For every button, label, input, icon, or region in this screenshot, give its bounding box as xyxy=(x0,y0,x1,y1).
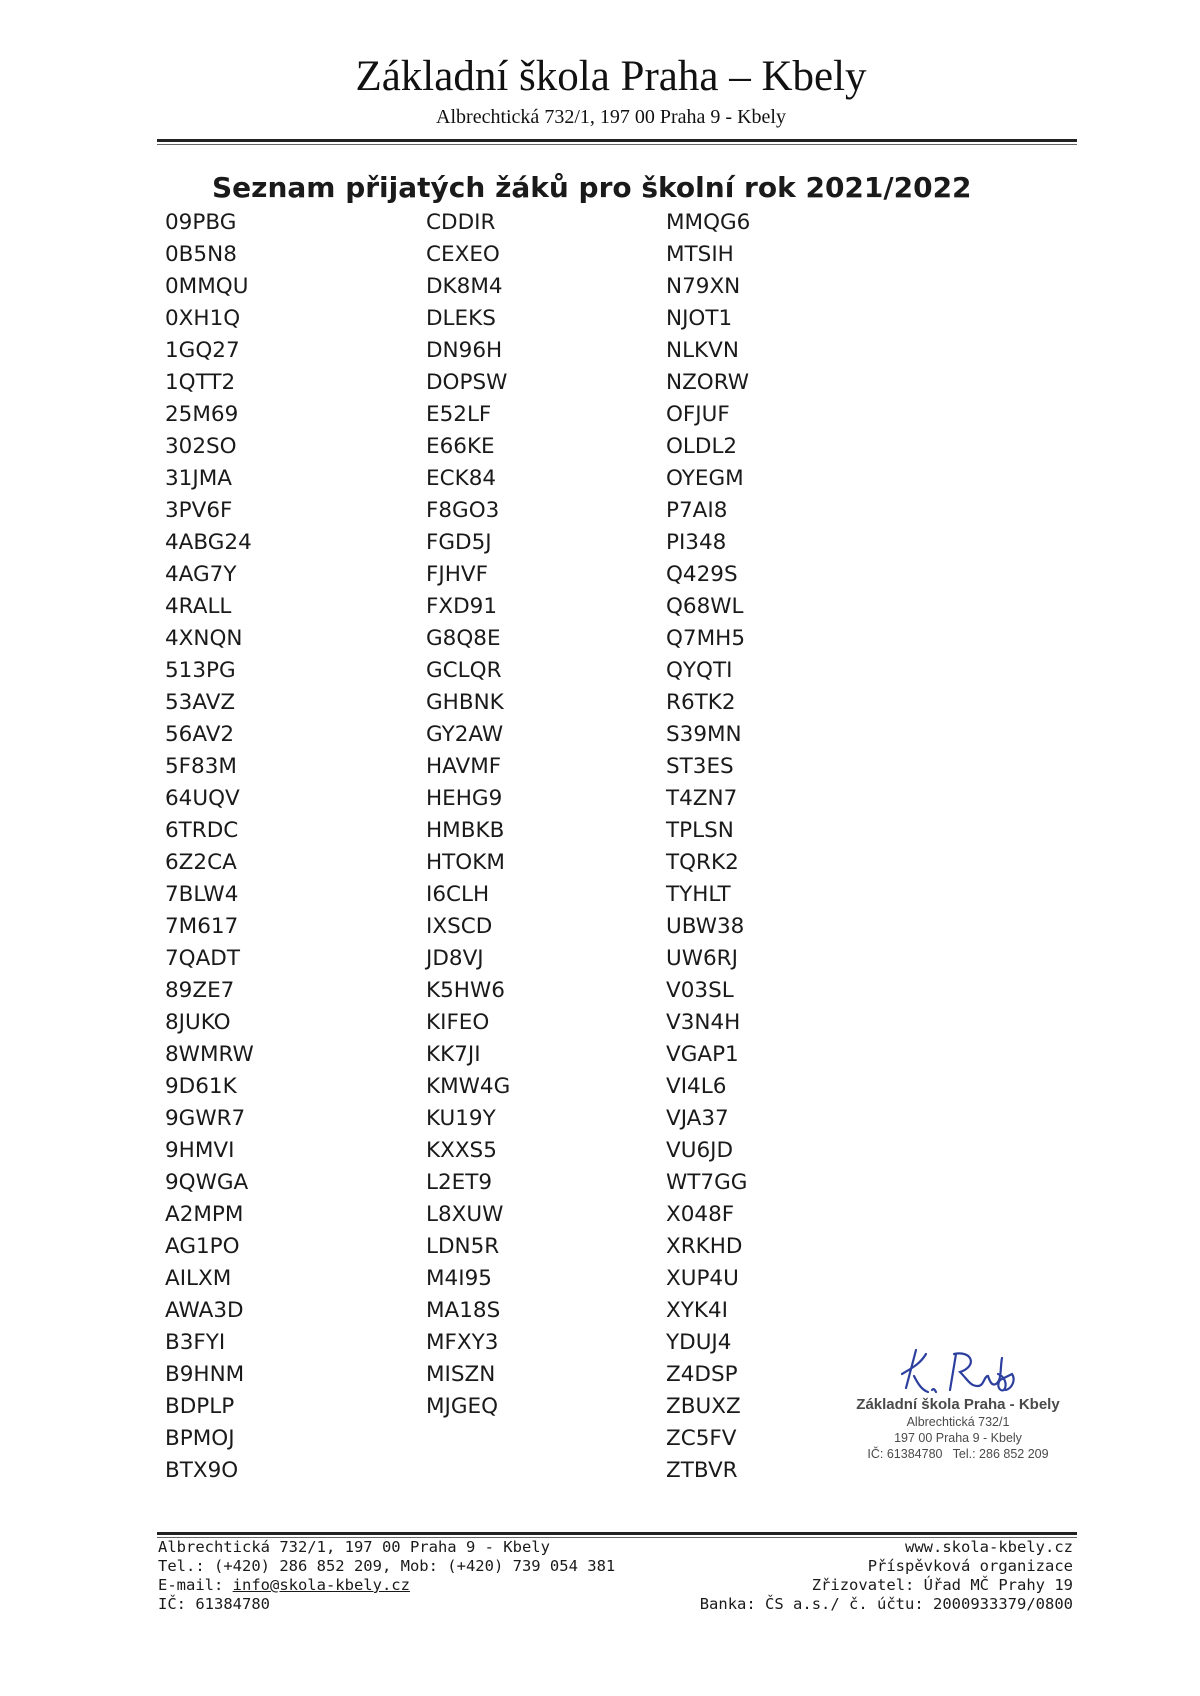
list-item: 513PG xyxy=(165,658,236,683)
list-item: UBW38 xyxy=(666,914,745,939)
list-item: 0B5N8 xyxy=(165,242,237,267)
school-address: Albrechtická 732/1, 197 00 Praha 9 - Kbely xyxy=(436,106,786,128)
list-item: NJOT1 xyxy=(666,306,733,331)
list-item: GCLQR xyxy=(426,658,502,683)
footer-email-line xyxy=(158,1576,615,1595)
list-item: 3PV6F xyxy=(165,498,233,523)
list-item: AG1PO xyxy=(165,1234,240,1259)
code-column-3 xyxy=(666,207,750,1487)
list-item: MISZN xyxy=(426,1362,496,1387)
list-item: AILXM xyxy=(165,1266,232,1291)
list-item: WT7GG xyxy=(666,1170,748,1195)
list-item: 8WMRW xyxy=(165,1042,254,1067)
list-item: VI4L6 xyxy=(666,1074,727,1099)
list-item: E66KE xyxy=(426,434,495,459)
signature-icon xyxy=(888,1340,1028,1402)
list-item: OFJUF xyxy=(666,402,730,427)
list-item: 0XH1Q xyxy=(165,306,241,331)
list-item: 4AG7Y xyxy=(165,562,237,587)
list-item: MTSIH xyxy=(666,242,734,267)
footer-phone: Tel.: (+420) 286 852 209, Mob: (+420) 739 054 381 xyxy=(158,1557,616,1575)
list-item: DOPSW xyxy=(426,370,508,395)
list-item: E52LF xyxy=(426,402,492,427)
footer-website[interactable]: www.skola-kbely.cz xyxy=(905,1538,1073,1556)
header-rule xyxy=(157,139,1077,142)
list-item: XYK4I xyxy=(666,1298,728,1323)
list-item: 1QTT2 xyxy=(165,370,236,395)
header-rule-thin xyxy=(157,144,1077,145)
list-item: KXXS5 xyxy=(426,1138,497,1163)
list-item: CDDIR xyxy=(426,210,496,235)
list-item: KIFEO xyxy=(426,1010,490,1035)
footer-bank: Banka: ČS a.s./ č. účtu: 2000933379/0800 xyxy=(699,1595,1073,1613)
list-item: HMBKB xyxy=(426,818,505,843)
footer-email-label: E-mail: xyxy=(158,1576,233,1594)
list-item: KK7JI xyxy=(426,1042,481,1067)
list-item: BDPLP xyxy=(165,1394,235,1419)
stamp-street: Albrechtická 732/1 xyxy=(906,1415,1010,1429)
list-item: 4ABG24 xyxy=(165,530,252,555)
footer-rule xyxy=(157,1532,1077,1535)
list-item: MMQG6 xyxy=(666,210,751,235)
list-item: 1GQ27 xyxy=(165,338,240,363)
list-item: T4ZN7 xyxy=(666,786,738,811)
list-item: 31JMA xyxy=(165,466,232,491)
list-item: OLDL2 xyxy=(666,434,738,459)
list-item: Q429S xyxy=(666,562,738,587)
document-title: Seznam přijatých žáků pro školní rok 2021/2022 xyxy=(212,171,972,204)
list-item: Q7MH5 xyxy=(666,626,745,651)
list-item: A2MPM xyxy=(165,1202,244,1227)
code-column-2 xyxy=(426,207,510,1423)
school-name: Základní škola Praha – Kbely xyxy=(355,53,867,100)
list-item: KMW4G xyxy=(426,1074,511,1099)
list-item: 0MMQU xyxy=(165,274,249,299)
list-item: K5HW6 xyxy=(426,978,505,1003)
list-item: N79XN xyxy=(666,274,741,299)
list-item: Q68WL xyxy=(666,594,744,619)
list-item: DN96H xyxy=(426,338,503,363)
list-item: KU19Y xyxy=(426,1106,496,1131)
list-item: TYHLT xyxy=(666,882,731,907)
list-item: 9D61K xyxy=(165,1074,237,1099)
list-item: 89ZE7 xyxy=(165,978,235,1003)
stamp-name: Základní škola Praha - Kbely xyxy=(856,1396,1060,1413)
list-item: HAVMF xyxy=(426,754,502,779)
list-item: 25M69 xyxy=(165,402,239,427)
list-item: VJA37 xyxy=(666,1106,729,1131)
list-item: 53AVZ xyxy=(165,690,236,715)
list-item: TPLSN xyxy=(666,818,734,843)
list-item: CEXEO xyxy=(426,242,500,267)
footer-founder: Zřizovatel: Úřad MČ Prahy 19 xyxy=(811,1576,1073,1594)
list-item: 7QADT xyxy=(165,946,240,971)
list-item: B3FYI xyxy=(165,1330,226,1355)
list-item: 9GWR7 xyxy=(165,1106,246,1131)
list-item: ZTBVR xyxy=(666,1458,738,1483)
list-item: 8JUKO xyxy=(165,1010,231,1035)
list-item: GHBNK xyxy=(426,690,504,715)
list-item: I6CLH xyxy=(426,882,490,907)
list-item: TQRK2 xyxy=(666,850,739,875)
list-item: DK8M4 xyxy=(426,274,503,299)
list-item: HTOKM xyxy=(426,850,505,875)
list-item: 56AV2 xyxy=(165,722,235,747)
list-item: GY2AW xyxy=(426,722,504,747)
list-item: HEHG9 xyxy=(426,786,503,811)
list-item: 9HMVI xyxy=(165,1138,235,1163)
list-item: VGAP1 xyxy=(666,1042,739,1067)
list-item: 6TRDC xyxy=(165,818,239,843)
list-item: FJHVF xyxy=(426,562,488,587)
list-item: Z4DSP xyxy=(666,1362,738,1387)
list-item: NZORW xyxy=(666,370,750,395)
list-item: 7BLW4 xyxy=(165,882,239,907)
list-item: JD8VJ xyxy=(426,946,484,971)
list-item: MA18S xyxy=(426,1298,501,1323)
list-item: 5F83M xyxy=(165,754,237,779)
list-item: 6Z2CA xyxy=(165,850,237,875)
list-item: ST3ES xyxy=(666,754,734,779)
list-item: MJGEQ xyxy=(426,1394,499,1419)
list-item: VU6JD xyxy=(666,1138,734,1163)
list-item: ZBUXZ xyxy=(666,1394,741,1419)
school-stamp xyxy=(838,1340,1078,1462)
list-item: YDUJ4 xyxy=(666,1330,732,1355)
list-item: 9QWGA xyxy=(165,1170,249,1195)
list-item: UW6RJ xyxy=(666,946,738,971)
list-item: IXSCD xyxy=(426,914,493,939)
list-item: MFXY3 xyxy=(426,1330,499,1355)
stamp-ids: IČ: 61384780 Tel.: 286 852 209 xyxy=(867,1447,1049,1461)
footer-address: Albrechtická 732/1, 197 00 Praha 9 - Kbely xyxy=(158,1538,550,1556)
list-item: L8XUW xyxy=(426,1202,504,1227)
footer-org-type: Příspěvková organizace xyxy=(867,1557,1073,1575)
stamp-city: 197 00 Praha 9 - Kbely xyxy=(894,1431,1022,1445)
list-item: QYQTI xyxy=(666,658,733,683)
list-item: XRKHD xyxy=(666,1234,743,1259)
list-item: OYEGM xyxy=(666,466,744,491)
list-item: DLEKS xyxy=(426,306,496,331)
list-item: FGD5J xyxy=(426,530,492,555)
letterhead xyxy=(0,52,1200,130)
footer-organization xyxy=(700,1538,1073,1614)
list-item: G8Q8E xyxy=(426,626,501,651)
list-item: 4XNQN xyxy=(165,626,243,651)
list-item: ECK84 xyxy=(426,466,497,491)
code-column-1 xyxy=(165,207,254,1487)
list-item: FXD91 xyxy=(426,594,498,619)
list-item: NLKVN xyxy=(666,338,739,363)
list-item: 64UQV xyxy=(165,786,240,811)
list-item: V3N4H xyxy=(666,1010,741,1035)
list-item: F8GO3 xyxy=(426,498,500,523)
list-item: L2ET9 xyxy=(426,1170,493,1195)
list-item: PI348 xyxy=(666,530,727,555)
list-item: X048F xyxy=(666,1202,735,1227)
list-item: V03SL xyxy=(666,978,734,1003)
list-item: BTX9O xyxy=(165,1458,239,1483)
list-item: 09PBG xyxy=(165,210,237,235)
list-item: ZC5FV xyxy=(666,1426,737,1451)
list-item: M4I95 xyxy=(426,1266,492,1291)
footer-ico: IČ: 61384780 xyxy=(158,1595,270,1613)
list-item: BPMOJ xyxy=(165,1426,235,1451)
list-item: 302SO xyxy=(165,434,237,459)
list-item: 7M617 xyxy=(165,914,239,939)
footer-email-link[interactable]: info@skola-kbely.cz xyxy=(232,1576,410,1594)
list-item: LDN5R xyxy=(426,1234,500,1259)
list-item: S39MN xyxy=(666,722,742,747)
list-item: P7AI8 xyxy=(666,498,728,523)
list-item: XUP4U xyxy=(666,1266,739,1291)
list-item: B9HNM xyxy=(165,1362,245,1387)
list-item: AWA3D xyxy=(165,1298,244,1323)
list-item: 4RALL xyxy=(165,594,232,619)
list-item: R6TK2 xyxy=(666,690,736,715)
footer-contact xyxy=(158,1538,615,1614)
